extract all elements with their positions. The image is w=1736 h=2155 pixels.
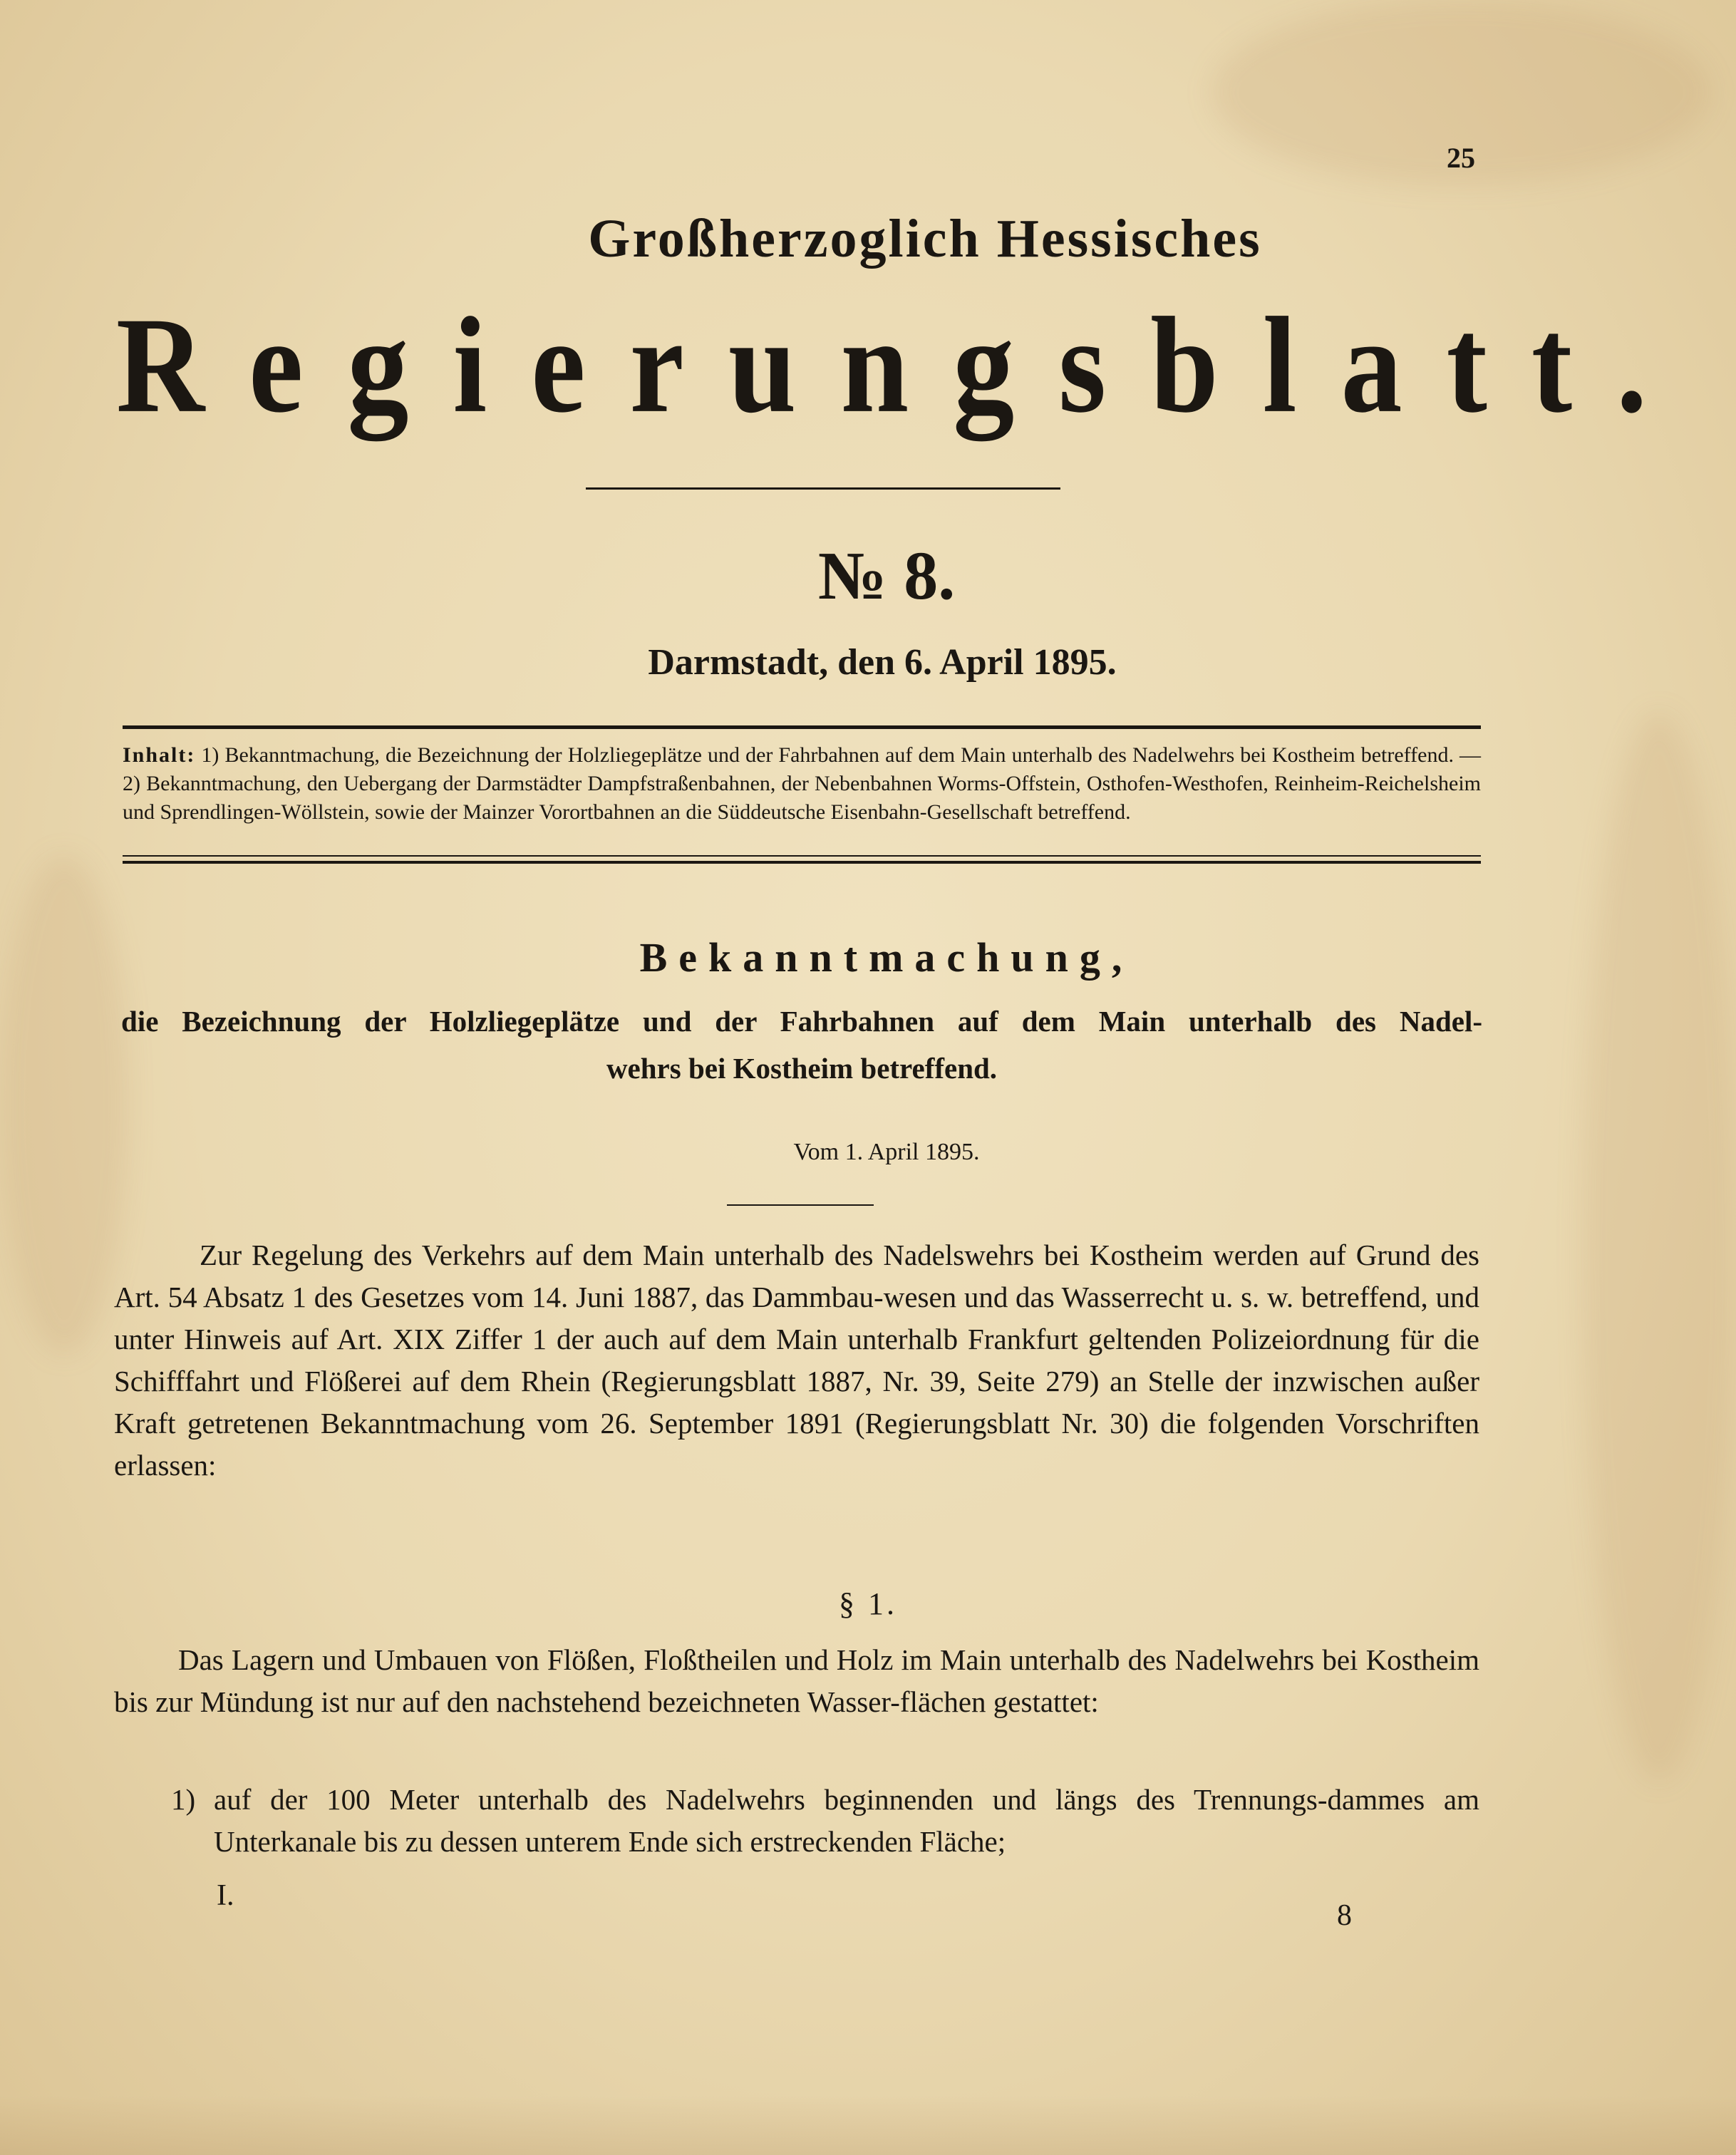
list-item: [171, 1779, 1479, 1863]
footer-signature-right: 8: [1337, 1899, 1352, 1932]
masthead-subtitle: Großherzoglich Hessisches: [588, 209, 1262, 269]
masthead-title: Regierungsblatt.: [115, 289, 1692, 442]
contents-top-rule: [123, 725, 1481, 729]
paper-stain: [0, 855, 128, 1354]
list-marker: 1): [171, 1783, 196, 1816]
paragraph-text: Zur Regelung des Verkehrs auf dem Main unterhalb des Nadelswehrs bei Kostheim werden auf Grund des Art. 54 Absatz 1 des Gesetzes vom 14. Juni 1887, das Dammbau-wesen und das Wasserrecht u. s. w. betreffend, und unter Hinweis auf Art. XIX Ziffer 1 der auch auf dem Main unterhalb Frankfurt geltenden Polizeiordnung für die Schifffahrt und Flößerei auf dem Rhein (Regierungsblatt 1887, Nr. 39, Seite 279) an Stelle der inzwischen außer Kraft getretenen Bekanntmachung vom 26. September 1891 (Regierungsblatt Nr. 30) die folgenden Vorschriften erlassen:: [114, 1239, 1479, 1482]
announcement-date: Vom 1. April 1895.: [793, 1139, 980, 1165]
paragraph-text: Das Lagern und Umbauen von Flößen, Floßtheilen und Holz im Main unterhalb des Nadelwehrs bei Kostheim bis zur Mündung ist nur auf den nachstehend bezeichneten Wasser-flächen gestattet:: [114, 1643, 1479, 1718]
page-number: 25: [1447, 142, 1475, 174]
short-divider: [727, 1204, 874, 1206]
scan-edge-shadow: [0, 2095, 1736, 2155]
contents-bottom-rule-thick: [123, 861, 1481, 864]
dateline: Darmstadt, den 6. April 1895.: [648, 642, 1117, 683]
section-heading: § 1.: [839, 1586, 897, 1621]
contents-bottom-rule-thin: [123, 855, 1481, 857]
issue-number: № 8.: [817, 537, 956, 614]
announcement-subtitle-line2: wehrs bei Kostheim betreffend.: [606, 1052, 998, 1085]
contents-text: 1) Bekanntmachung, die Bezeichnung der Holzliegeplätze und der Fahrbahnen auf dem Main unterhalb des Nadelwehrs bei Kostheim betreffend. — 2) Bekanntmachung, den Uebergang der Darmstädter Dampfstraßenbahnen, der Nebenbahnen Worms-Offstein, Osthofen-Westhofen, Reinheim-Reichelsheim und Sprendlingen-Wöllstein, sowie der Mainzer Vorortbahnen an die Süddeutsche Eisenbahn-Gesellschaft betreffend.: [123, 743, 1482, 824]
table-of-contents: [123, 741, 1481, 827]
body-paragraph-2: [114, 1639, 1479, 1723]
contents-label: Inhalt:: [123, 743, 196, 767]
announcement-subtitle: [121, 998, 1482, 1092]
announcement-title: Bekanntmachung,: [639, 934, 1134, 981]
announcement-subtitle-line1: die Bezeichnung der Holzliegeplätze und der Fahrbahnen auf dem Main unterhalb des Nadel-: [121, 1005, 1482, 1038]
footer-signature-left: I.: [217, 1879, 234, 1912]
masthead-rule: [586, 487, 1060, 490]
body-paragraph-1: [114, 1234, 1479, 1487]
list-item-text: auf der 100 Meter unterhalb des Nadelwehrs beginnenden und längs des Trennungs-dammes am Unterkanale bis zu dessen unterem Ende sich erstreckenden Fläche;: [214, 1783, 1479, 1858]
